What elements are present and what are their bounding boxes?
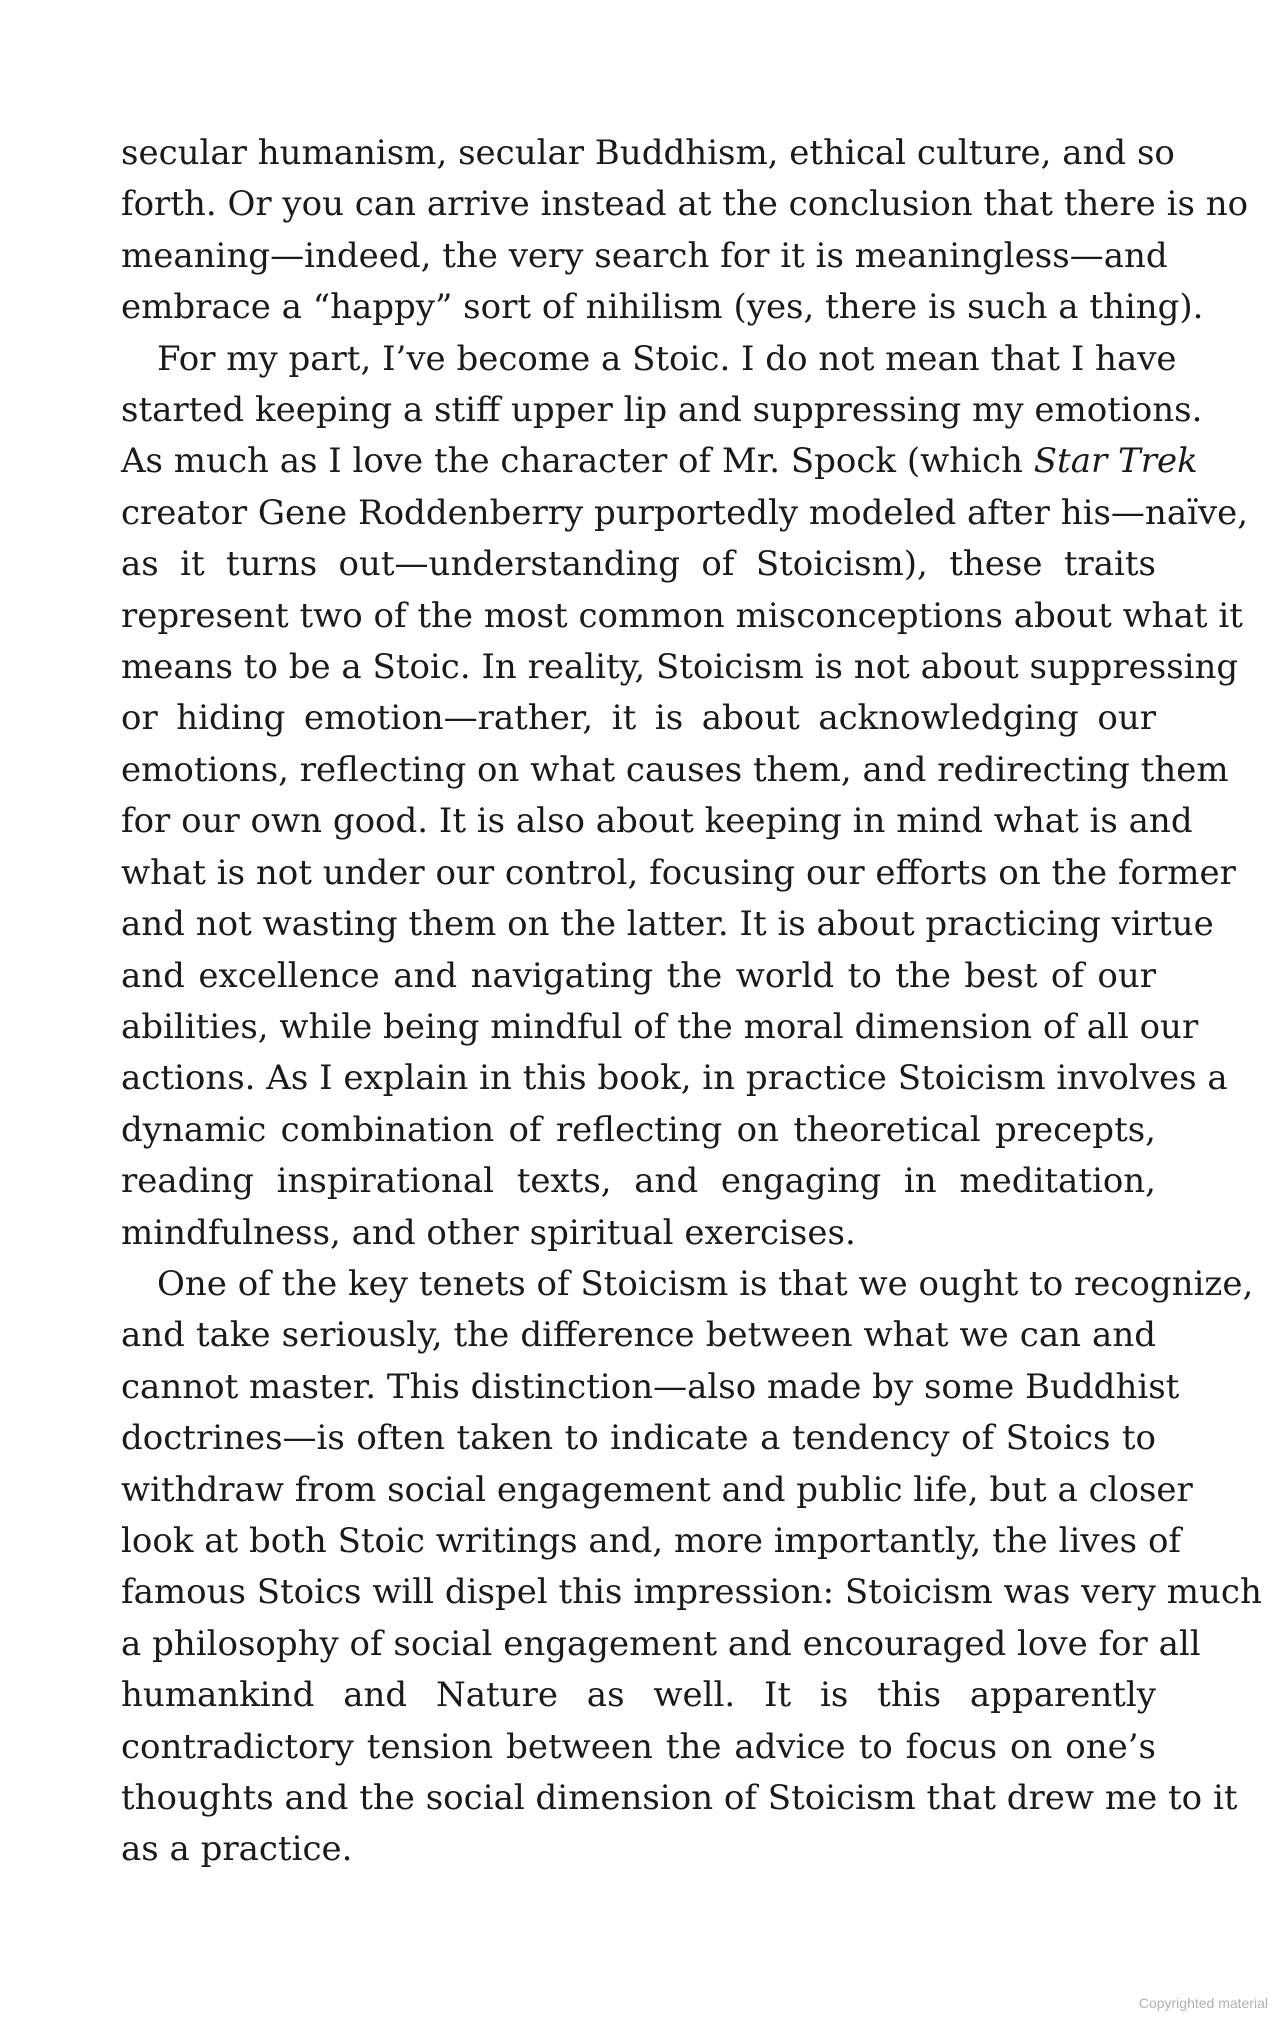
text-line: started keeping a stiff upper lip and suppressing my emotions. [121,390,1203,431]
text-line: a philosophy of social engagement and encouraged love for all [121,1623,1201,1664]
text-line: as a practice. [121,1829,353,1870]
text-line: humankind and Nature as well. It is this apparently [121,1675,1156,1716]
text-line: or hiding emotion—rather, it is about acknowledging our [121,698,1156,739]
text-line: mindfulness, and other spiritual exercises. [121,1212,856,1253]
text-line: embrace a “happy” sort of nihilism (yes, there is such a thing). [121,287,1204,328]
text-line: emotions, reflecting on what causes them, and redirecting them [121,749,1229,790]
text-line: forth. Or you can arrive instead at the conclusion that there is no [121,184,1249,225]
text-line: for our own good. It is also about keeping in mind what is and [121,801,1193,842]
text-line: For my part, I’ve become a Stoic. I do not mean that I have [157,338,1177,379]
text-line: what is not under our control, focusing our efforts on the former [121,852,1236,893]
text-line: withdraw from social engagement and public life, but a closer [121,1469,1193,1510]
text-line: represent two of the most common misconceptions about what it [121,595,1243,636]
paragraph-3 [121,1259,1262,1876]
text-line: dynamic combination of reflecting on theoretical precepts, [121,1109,1156,1150]
text-line: and not wasting them on the latter. It is about practicing virtue [121,904,1214,945]
italic-title: Star Trek [1033,441,1198,482]
paragraph-2 [121,334,1249,1259]
text-line: abilities, while being mindful of the moral dimension of all our [121,1006,1199,1047]
text-line: secular humanism, secular Buddhism, ethical culture, and so [121,133,1175,173]
book-page [121,128,1262,1876]
text-line: famous Stoics will dispel this impression: Stoicism was very much [121,1572,1262,1613]
text-line: means to be a Stoic. In reality, Stoicism is not about suppressing [121,647,1239,688]
text-line: doctrines—is often taken to indicate a tendency of Stoics to [121,1418,1156,1459]
text-line: look at both Stoic writings and, more importantly, the lives of [121,1520,1181,1561]
text-line: cannot master. This distinction—also made by some Buddhist [121,1366,1180,1407]
text-line: One of the key tenets of Stoicism is that we ought to recognize, [157,1263,1254,1304]
text-line: reading inspirational texts, and engaging in meditation, [121,1161,1156,1202]
text-line: actions. As I explain in this book, in practice Stoicism involves a [121,1058,1228,1099]
text-line: meaning—indeed, the very search for it is meaningless—and [121,235,1168,276]
text-line: thoughts and the social dimension of Stoicism that drew me to it [121,1778,1238,1818]
copyright-watermark: Copyrighted material [1138,1995,1268,2011]
text-line: as it turns out—understanding of Stoicism), these traits [121,544,1156,585]
text-line: and take seriously, the difference between what we can and [121,1315,1156,1356]
text-line-with-title [121,436,1198,487]
text-line: and excellence and navigating the world to the best of our [121,955,1156,996]
text-line: contradictory tension between the advice to focus on one’s [121,1726,1156,1767]
text-segment: As much as I love the character of Mr. Spock (which [121,441,1034,482]
text-line: creator Gene Roddenberry purportedly modeled after his—naïve, [121,492,1249,533]
paragraph-1 [121,128,1249,334]
